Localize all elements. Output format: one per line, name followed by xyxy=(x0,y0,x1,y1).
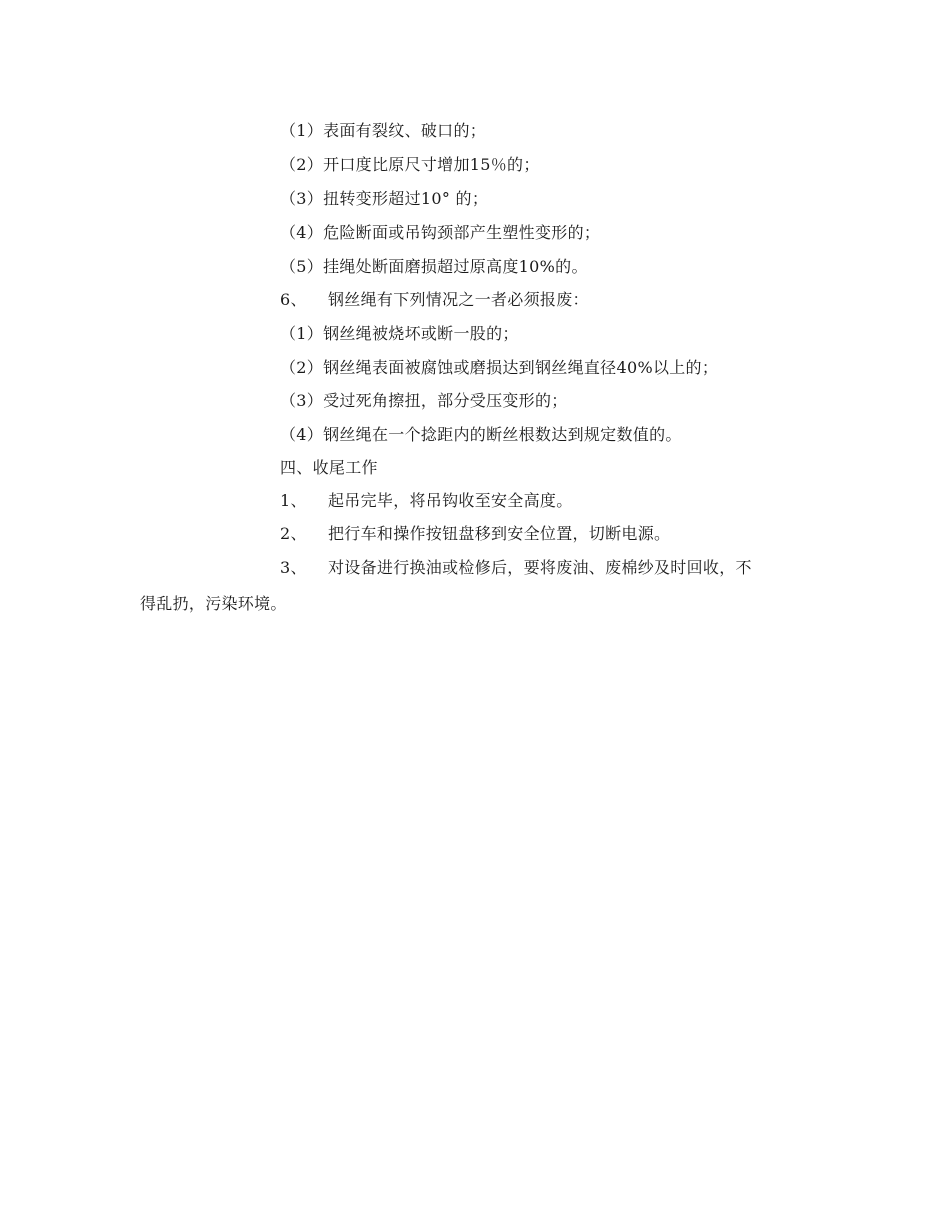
rope-item-4 xyxy=(280,425,682,445)
closing-step-2 xyxy=(280,524,670,544)
line-text: （4）钢丝绳在一个捻距内的断丝根数达到规定数值的。 xyxy=(280,425,682,444)
closing-step-3 xyxy=(280,558,752,578)
rope-item-1 xyxy=(280,324,519,344)
line-text: （3）受过死角擦扭，部分受压变形的； xyxy=(280,391,568,410)
section-number: 6、 xyxy=(280,290,307,309)
rope-section-heading xyxy=(280,290,589,310)
line-text: （1）表面有裂纹、破口的； xyxy=(280,121,487,140)
rope-item-3 xyxy=(280,391,568,411)
line-text: （4）危险断面或吊钩颈部产生塑性变形的； xyxy=(280,223,601,242)
line-text: 钢丝绳有下列情况之一者必须报废： xyxy=(328,290,589,309)
hook-item-2 xyxy=(280,155,540,175)
step-number: 2、 xyxy=(280,524,307,543)
line-text: 得乱扔，污染环境。 xyxy=(140,594,287,613)
line-text: （2）钢丝绳表面被腐蚀或磨损达到钢丝绳直径40%以上的； xyxy=(280,358,719,377)
closing-step-1 xyxy=(280,491,573,511)
step-number: 1、 xyxy=(280,491,307,510)
line-text: 对设备进行换油或检修后，要将废油、废棉纱及时回收，不 xyxy=(328,558,752,577)
line-text: 四、收尾工作 xyxy=(280,458,378,477)
line-text: 起吊完毕，将吊钩收至安全高度。 xyxy=(328,491,573,510)
step-number: 3、 xyxy=(280,558,307,577)
line-text: （5）挂绳处断面磨损超过原高度10%的。 xyxy=(280,257,588,276)
hook-item-5 xyxy=(280,257,588,277)
line-text: 把行车和操作按钮盘移到安全位置，切断电源。 xyxy=(328,524,671,543)
hook-item-4 xyxy=(280,223,600,243)
line-text: （1）钢丝绳被烧坏或断一股的； xyxy=(280,324,519,343)
hook-item-1 xyxy=(280,121,486,141)
line-text: （2）开口度比原尺寸增加15％的； xyxy=(280,155,540,174)
hook-item-3 xyxy=(280,189,488,209)
closing-step-3-continued xyxy=(140,594,287,614)
line-text: （3）扭转变形超过10° 的； xyxy=(280,189,489,208)
rope-item-2 xyxy=(280,358,718,378)
closing-work-heading xyxy=(280,458,378,478)
